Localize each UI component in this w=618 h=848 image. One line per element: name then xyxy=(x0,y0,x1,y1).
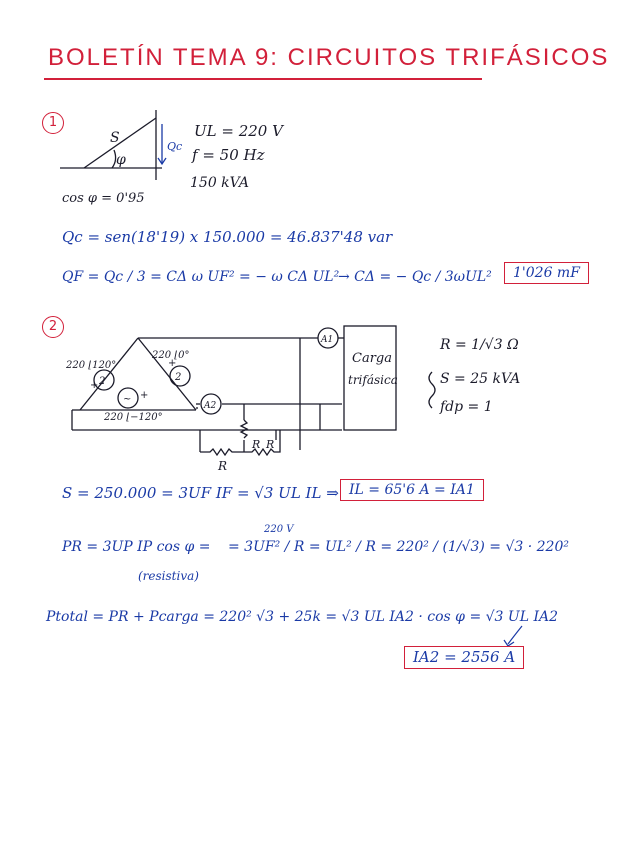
given-power-factor: fdp = 1 xyxy=(440,399,493,415)
svg-text:+: + xyxy=(168,358,177,369)
ammeter-a1-label: A1 xyxy=(321,335,334,345)
load-label-line1: Carga xyxy=(352,351,392,366)
svg-text:R: R xyxy=(252,438,261,451)
equation-qf-part2: → CΔ = − Qc / 3ωUL² xyxy=(338,269,492,285)
page-title: BOLETÍN TEMA 9: CIRCUITOS TRIFÁSICOS xyxy=(48,44,610,71)
result-capacitance: 1'026 mF xyxy=(504,262,589,284)
svg-text:2: 2 xyxy=(99,376,106,387)
source-2-label: 220 ⌊0° xyxy=(152,350,190,361)
given-cos-phi: cos φ = 0'95 xyxy=(62,191,145,206)
ammeter-a2-label: A2 xyxy=(204,401,217,411)
triangle-phi-label: φ xyxy=(116,152,126,168)
problem-2-number: 2 xyxy=(42,316,64,338)
given-frequency: f = 50 Hz xyxy=(192,146,265,164)
given-power: 150 kVA xyxy=(190,175,249,191)
result-a2-current: IA2 = 2556 A xyxy=(404,646,524,669)
given-resistance: R = 1/√3 Ω xyxy=(440,337,519,353)
triangle-s-label: S xyxy=(110,130,120,146)
equation-resistive-note: (resistiva) xyxy=(138,569,199,583)
given-apparent-power: S = 25 kVA xyxy=(440,371,521,387)
source-3-label: 220 ⌊−120° xyxy=(104,412,163,423)
given-voltage: UL = 220 V xyxy=(194,122,283,140)
svg-text:+: + xyxy=(90,380,99,391)
load-label-line2: trifásica xyxy=(348,373,398,387)
equation-resistor-power-start: PR = 3UP IP cos φ = xyxy=(62,539,211,555)
equation-qf-part1: QF = Qc / 3 = CΔ ω UF² = − ω CΔ UL² xyxy=(62,269,340,285)
equation-resistor-power-rest: = 3UF² / R = UL² / R = 220² / (1/√3) = √3 · 220² xyxy=(228,539,569,555)
triangle-qc-label: Qc xyxy=(167,140,183,153)
svg-text:+: + xyxy=(140,390,149,401)
source-1-label: 220 ⌊120° xyxy=(66,360,117,371)
resistor-label: R xyxy=(218,459,228,473)
result-line-current: IL = 65'6 A = IA1 xyxy=(340,479,484,501)
svg-text:R: R xyxy=(266,438,275,451)
equation-note-220v: 220 V xyxy=(264,524,294,535)
equation-qc: Qc = sen(18'19) x 150.000 = 46.837'48 var xyxy=(62,228,393,246)
equation-total-power: Ptotal = PR + Pcarga = 220² √3 + 25k = √3 UL IA2 · cos φ = √3 UL IA2 xyxy=(46,609,558,625)
equation-apparent-power: S = 250.000 = 3UF IF = √3 UL IL ⇒ xyxy=(62,484,339,502)
svg-text:~: ~ xyxy=(123,394,132,405)
svg-text:2: 2 xyxy=(175,372,182,383)
problem-1-number: 1 xyxy=(42,112,64,134)
